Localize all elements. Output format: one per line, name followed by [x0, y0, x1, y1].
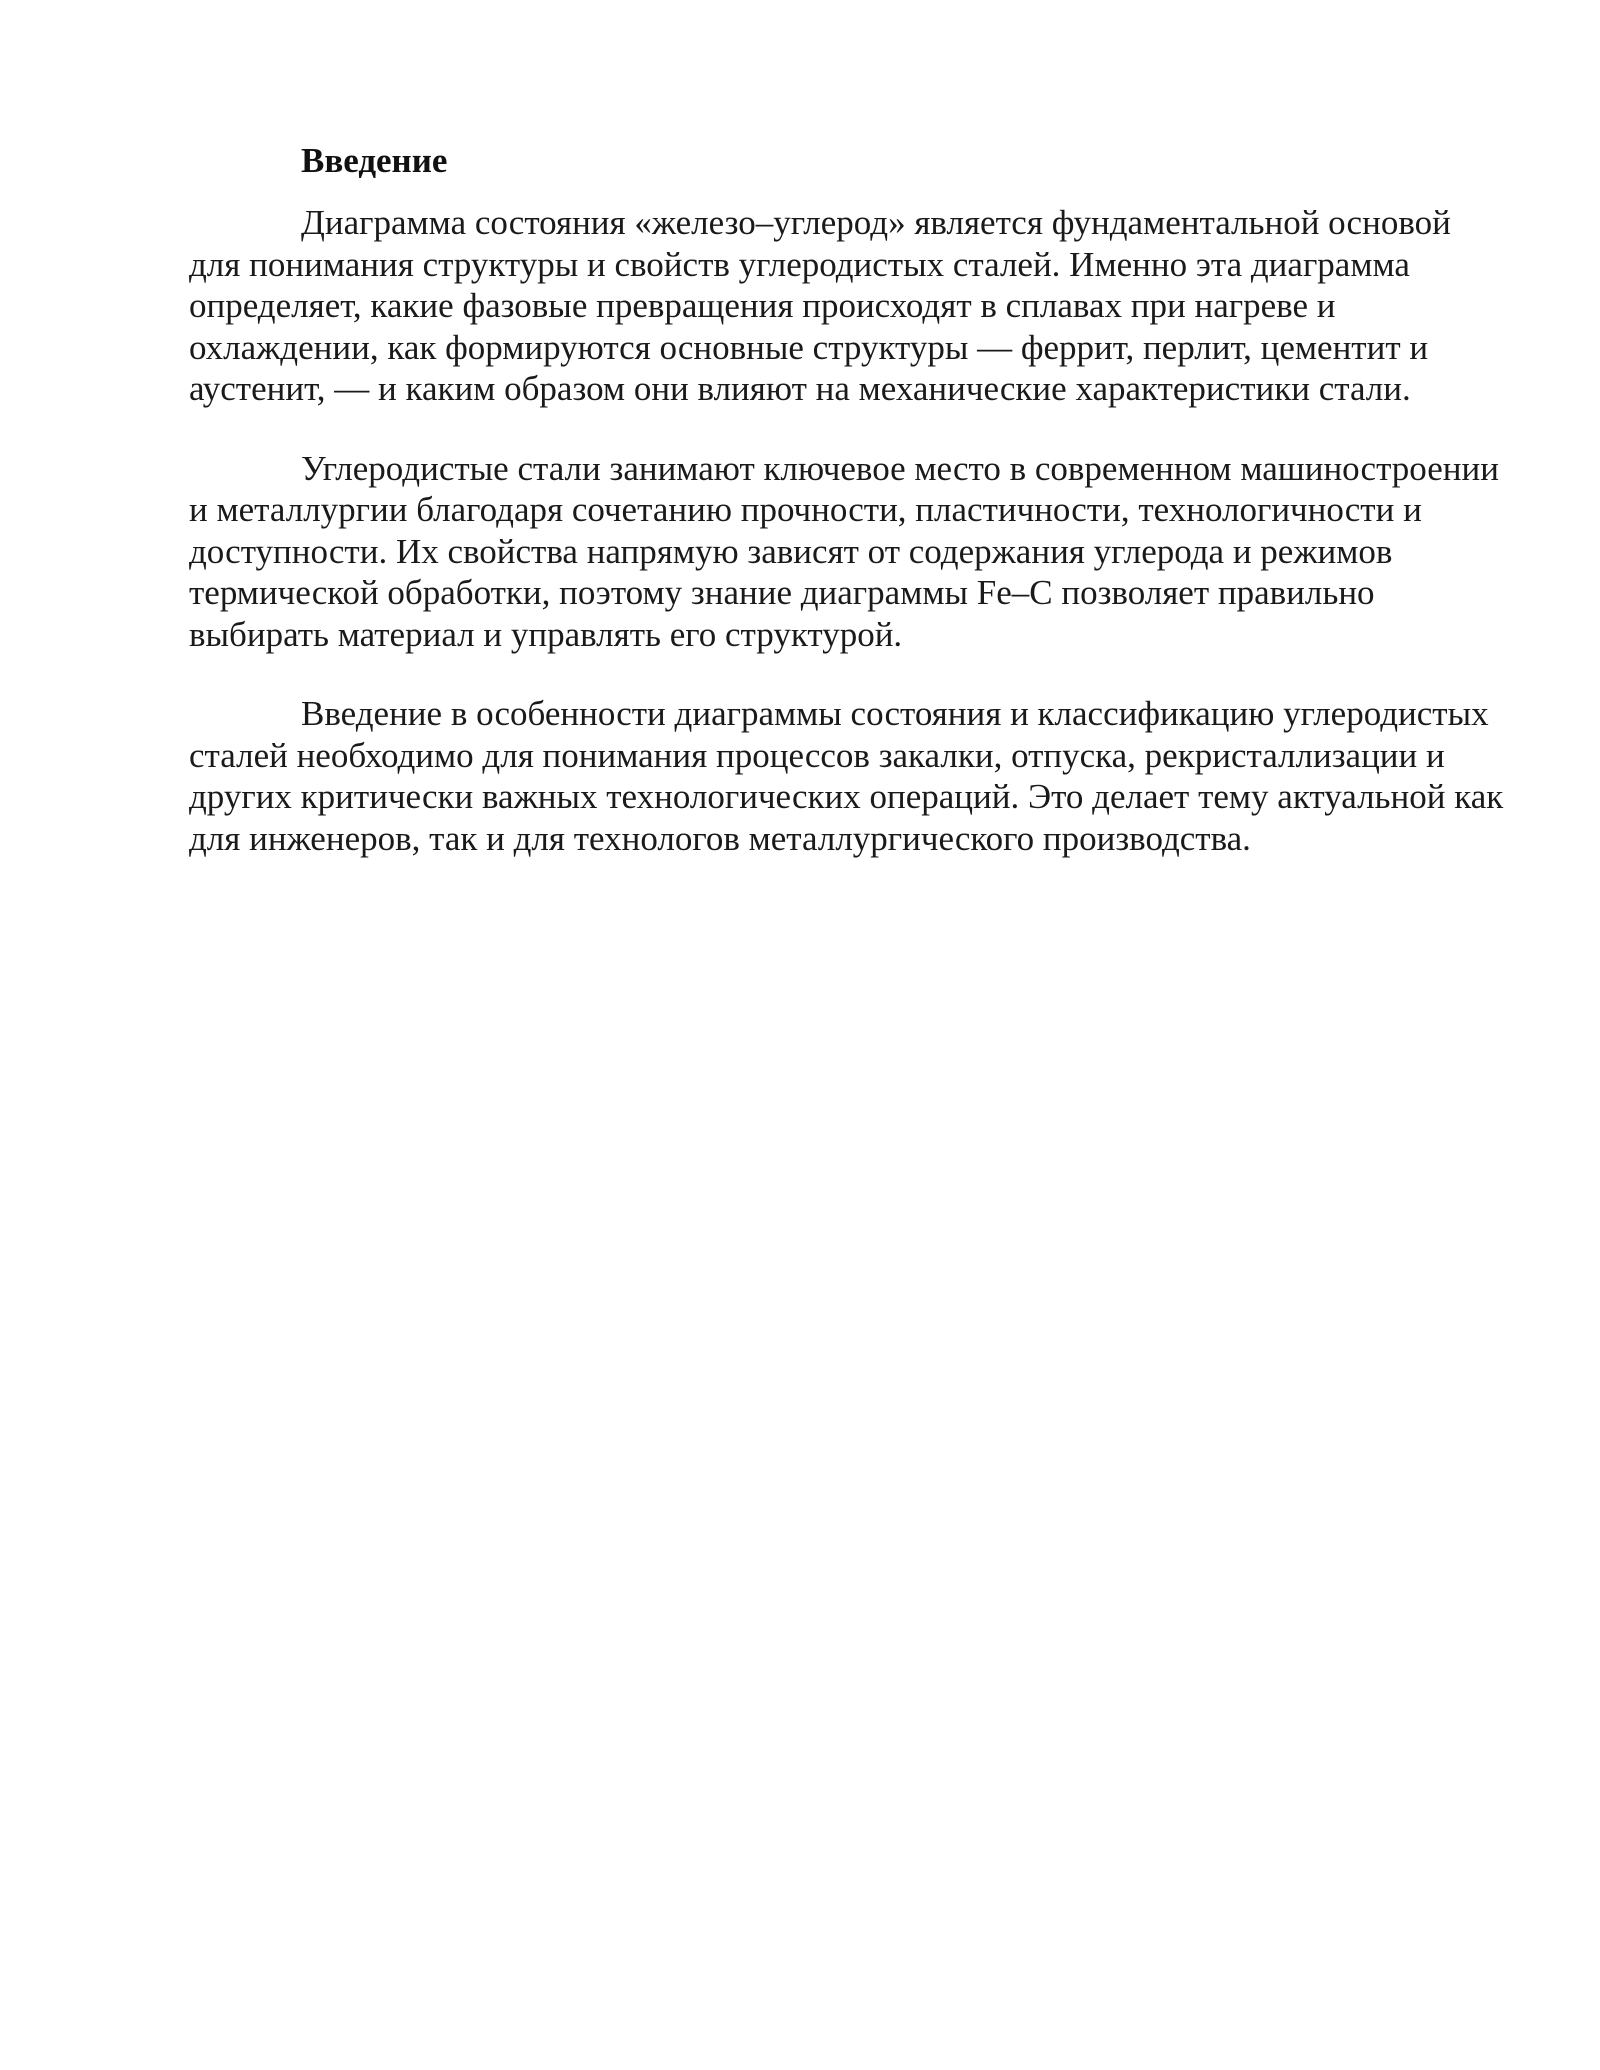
section-heading: Введение	[301, 141, 448, 180]
paragraph-2: Углеродистые стали занимают ключевое место в современном машиностроении и металлургии благодаря сочетанию прочности, пластичности, технологичности и доступности. Их свойства напрямую зависят от содержания углерода и режимов термической обработки, поэтому знание диаграммы Fe–C позволяет правильно выбирать материал и управлять его структурой.	[189, 448, 1499, 654]
paragraph-1: Диаграмма состояния «железо–углерод» является фундаментальной основой для понимания структуры и свойств углеродистых сталей. Именно эта диаграмма определяет, какие фазовые превращения происходят в сплавах при нагреве и охлаждении, как формируются основные структуры — феррит, перлит, цементит и аустенит, — и каким образом они влияют на механические характеристики стали.	[189, 203, 1451, 408]
document-body	[189, 136, 1509, 859]
paragraph-3: Введение в особенности диаграммы состояния и классификацию углеродистых сталей необходимо для понимания процессов закалки, отпуска, рекристаллизации и других критически важных технологических операций. Это делает тему актуальной как для инженеров, так и для технологов металлургического производства.	[189, 694, 1504, 858]
